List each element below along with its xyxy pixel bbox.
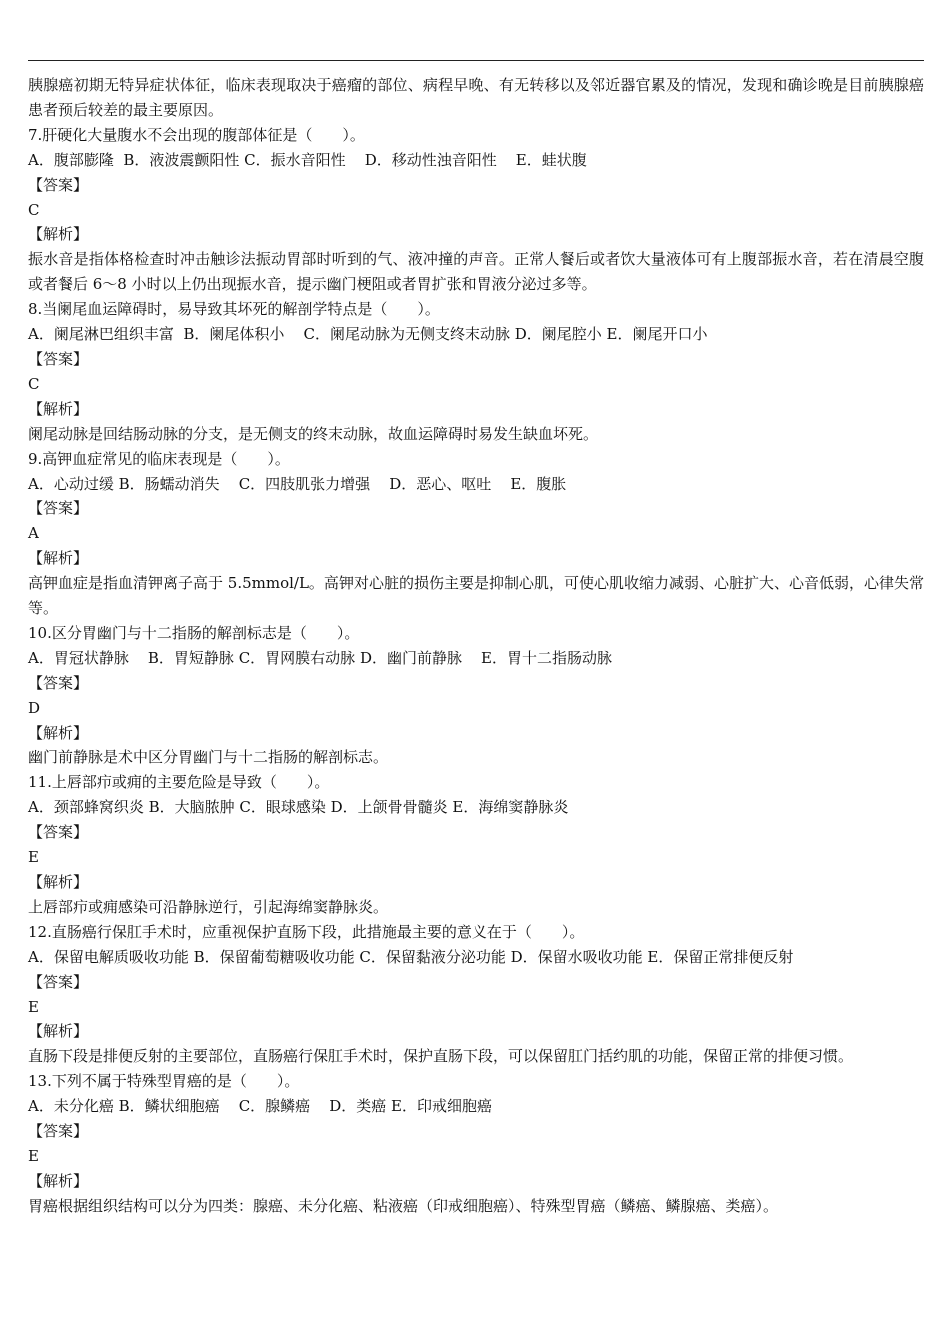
question-stem: 8.当阑尾血运障碍时，易导致其坏死的解剖学特点是（ ）。 <box>28 300 440 319</box>
question-block-12 <box>28 920 924 1069</box>
question-stem: 11.上唇部疖或痈的主要危险是导致（ ）。 <box>28 773 330 792</box>
question-options: A．未分化癌 B．鳞状细胞癌 C．腺鳞癌 D．类癌 E．印戒细胞癌 <box>28 1097 492 1116</box>
question-options: A．颈部蜂窝织炎 B．大脑脓肿 C．眼球感染 D．上颌骨骨髓炎 E．海绵窦静脉炎 <box>28 798 569 817</box>
question-stem: 9.高钾血症常见的临床表现是（ ）。 <box>28 449 290 468</box>
question-options: A．阑尾淋巴组织丰富 B．阑尾体积小 C．阑尾动脉为无侧支终末动脉 D．阑尾腔小 E．阑尾开口小 <box>28 325 708 344</box>
analysis-label: 【解析】 <box>28 723 89 742</box>
question-block-13 <box>28 1069 924 1218</box>
question-options: A．保留电解质吸收功能 B．保留葡萄糖吸收功能 C．保留黏液分泌功能 D．保留水吸收功能 E．保留正常排便反射 <box>28 947 794 966</box>
analysis-label: 【解析】 <box>28 225 89 244</box>
analysis-text: 阑尾动脉是回结肠动脉的分支，是无侧支的终末动脉，故血运障碍时易发生缺血坏死。 <box>28 424 599 443</box>
answer-value: E <box>28 997 39 1016</box>
question-stem: 13.下列不属于特殊型胃癌的是（ ）。 <box>28 1072 300 1091</box>
question-stem: 10.区分胃幽门与十二指肠的解剖标志是（ ）。 <box>28 623 360 642</box>
question-block-10 <box>28 621 924 770</box>
analysis-label: 【解析】 <box>28 1022 89 1041</box>
analysis-label: 【解析】 <box>28 1171 89 1190</box>
intro-paragraph: 胰腺癌初期无特异症状体征，临床表现取决于癌瘤的部位、病程早晚、有无转移以及邻近器官累及的情况，发现和确诊晚是目前胰腺癌患者预后较差的最主要原因。 <box>28 76 924 119</box>
answer-label: 【答案】 <box>28 823 89 842</box>
answer-label: 【答案】 <box>28 349 89 368</box>
answer-value: D <box>28 698 41 717</box>
question-options: A．胃冠状静脉 B．胃短静脉 C．胃网膜右动脉 D．幽门前静脉 E．胃十二指肠动脉 <box>28 648 612 667</box>
analysis-text: 胃癌根据组织结构可以分为四类：腺癌、未分化癌、粘液癌（印戒细胞癌）、特殊型胃癌（鳞癌、鳞腺癌、类癌）。 <box>28 1196 779 1215</box>
document-page <box>28 60 924 1219</box>
answer-value: C <box>28 374 40 393</box>
answer-value: E <box>28 1146 39 1165</box>
answer-label: 【答案】 <box>28 499 89 518</box>
analysis-text: 振水音是指体格检查时冲击触诊法振动胃部时听到的气、液冲撞的声音。正常人餐后或者饮大量液体可有上腹部振水音，若在清晨空腹或者餐后 6～8 小时以上仍出现振水音，提示幽门梗阻或者胃扩张和胃液分泌过多等。 <box>28 250 924 294</box>
question-block-9 <box>28 447 924 621</box>
answer-value: E <box>28 848 39 867</box>
analysis-label: 【解析】 <box>28 549 89 568</box>
answer-label: 【答案】 <box>28 175 89 194</box>
question-stem: 12.直肠癌行保肛手术时，应重视保护直肠下段，此措施最主要的意义在于（ ）。 <box>28 922 585 941</box>
question-block-7 <box>28 123 924 297</box>
question-options: A．心动过缓 B．肠蠕动消失 C．四肢肌张力增强 D．恶心、呕吐 E．腹胀 <box>28 474 567 493</box>
analysis-text: 直肠下段是排便反射的主要部位，直肠癌行保肛手术时，保护直肠下段，可以保留肛门括约肌的功能，保留正常的排便习惯。 <box>28 1047 854 1066</box>
question-block-8 <box>28 297 924 446</box>
answer-label: 【答案】 <box>28 1122 89 1141</box>
analysis-text: 高钾血症是指血清钾离子高于 5.5mmol/L。高钾对心脏的损伤主要是抑制心肌，可使心肌收缩力减弱、心脏扩大、心音低弱，心律失常等。 <box>28 574 924 618</box>
analysis-text: 幽门前静脉是术中区分胃幽门与十二指肠的解剖标志。 <box>28 748 389 767</box>
header-rule <box>28 60 924 61</box>
analysis-label: 【解析】 <box>28 399 89 418</box>
answer-label: 【答案】 <box>28 972 89 991</box>
question-options: A．腹部膨隆 B．液波震颤阳性 C．振水音阳性 D．移动性浊音阳性 E．蛙状腹 <box>28 150 587 169</box>
answer-value: A <box>28 524 39 543</box>
answer-value: C <box>28 200 40 219</box>
analysis-label: 【解析】 <box>28 873 89 891</box>
question-stem: 7.肝硬化大量腹水不会出现的腹部体征是（ ）。 <box>28 125 365 144</box>
analysis-text: 上唇部疖或痈感染可沿静脉逆行，引起海绵窦静脉炎。 <box>28 897 389 916</box>
question-block-11 <box>28 770 924 919</box>
answer-label: 【答案】 <box>28 673 89 692</box>
